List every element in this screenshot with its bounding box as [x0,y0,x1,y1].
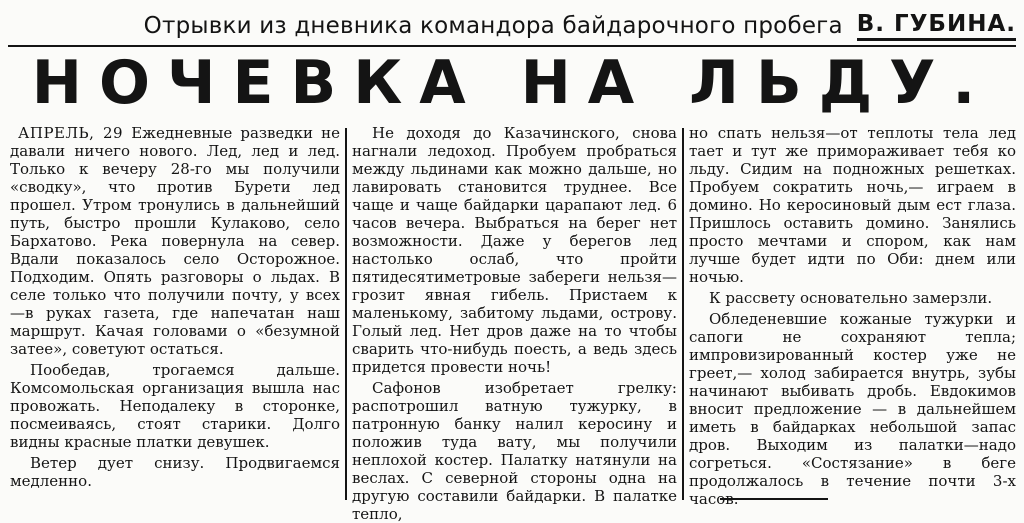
column-divider [682,128,684,500]
article-kicker [6,6,1018,46]
paragraph-text: Ежедневные разведки не давали ничего нового. Лед, лед и лед. Только к вечеру 28-го мы получили «сводку», что против Бурети лед прошел. Утром тронулись в дальнейший путь, быстро прошли Кулаково, село Бархатово. Река повернула на север. Вдали показалось село Осторожное. Подходим. Опять разговоры о льдах. В селе только что получили почту, у всех—в руках газета, где напечатан наш маршрут. Качая головами о «безумной затее», советуют остаться. [10,124,340,358]
column-divider [345,128,347,500]
kicker-author: В. ГУБИНА. [857,11,1016,41]
paragraph: но спать нельзя—от теплоты тела лед тает и тут же примораживает тебя ко льду. Сидим на подножных решетках. Пробуем сократить ночь,— играем в домино. Но керосиновый дым ест глаза. Пришлось оставить домино. Занялись просто мечтами и спором, как нам лучше будет идти по Оби: днем или ночью. [689,124,1016,286]
paragraph: Обледеневшие кожаные тужурки и сапоги не сохраняют тепла; импровизированный костер уже не греет,— холод забирается внутрь, зубы начинают выбивать дробь. Евдокимов вносит предложение — в дальнейшем иметь в байдарках небольшой запас дров. Выходим из палатки—надо согреться. «Состязание» в беге продолжалось в течение почти 3-х часов. [689,310,1016,508]
entry-date: АПРЕЛЬ, 29 [18,124,124,142]
text-column-2 [352,124,677,523]
article-headline: НОЧЕВКА НА ЛЬДУ. [31,48,993,118]
paragraph: Пообедав, трогаемся дальше. Комсомольская организация вышла нас провожать. Неподалеку в сторонке, посмеиваясь, стоят старики. Долго видны красные платки девушек. [10,361,340,451]
paragraph: Ветер дует снизу. Продвигаемся медленно. [10,454,340,490]
paragraph: К рассвету основательно замерзли. [709,289,993,307]
text-column-3 [689,124,1016,508]
paragraph: Не доходя до Казачинского, снова нагнали ледоход. Пробуем пробраться между льдинами как можно дальше, но лавировать становится труднее. Все чаще и чаще байдарки царапают лед. 6 часов вечера. Выбраться на берег нет возможности. Даже у берегов лед настолько ослаб, что пройти пятидесятиметровые забереги нельзя— грозит явная гибель. Пристаем к маленькому, забитому льдами, острову. Голый лед. Нет дров даже на то чтобы сварить что-нибудь поесть, а ведь здесь придется провести ночь! [352,124,677,376]
column-end-rule [720,498,828,500]
paragraph: Сафонов изобретает грелку: распотрошил ватную тужурку, в патронную банку налил керосину и положив туда вату, мы получили неплохой костер. Палатку натянули на веслах. С северной стороны одна на другую составили байдарки. В палатке тепло, [352,379,677,523]
kicker-text: Отрывки из дневника командора байдарочного пробега [143,13,843,39]
paragraph [10,124,340,358]
text-column-1 [10,124,340,504]
